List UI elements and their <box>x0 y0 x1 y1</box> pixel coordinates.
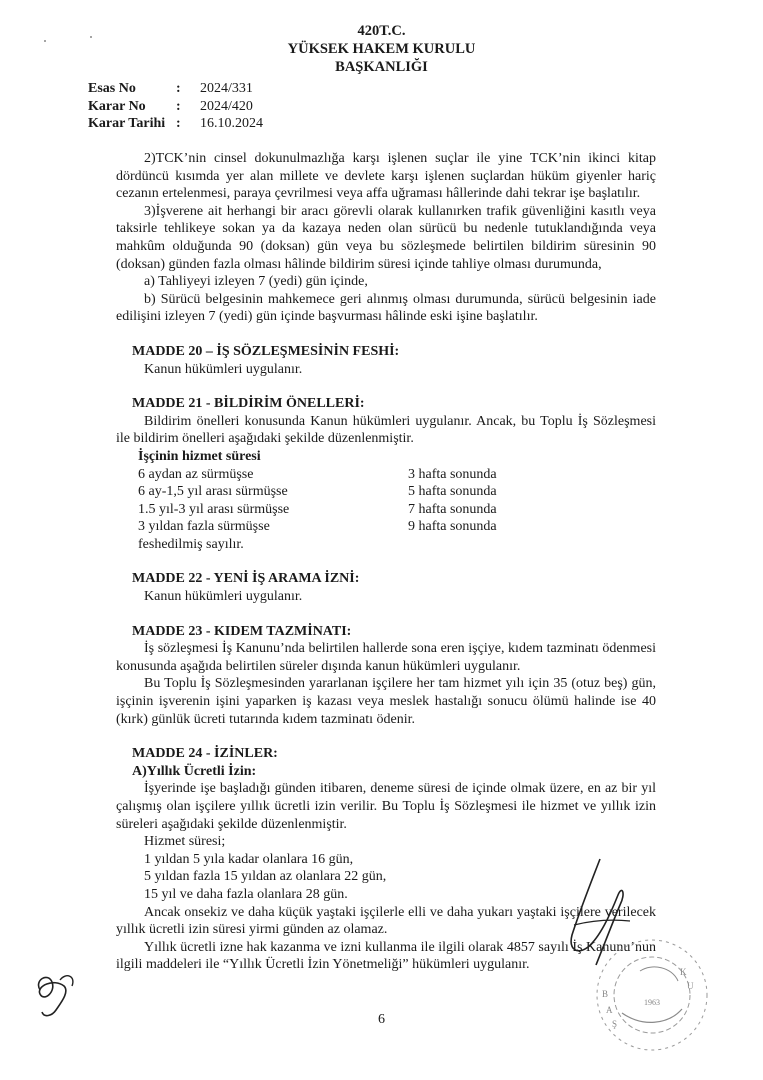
svg-text:Ş: Ş <box>612 1019 618 1029</box>
article-24-paragraph-2: Ancak onsekiz ve daha küçük yaştaki işçilerle elli ve daha yukarı yaştaki işçilere verilecek yıllık ücretli izin süresi yirmi günden az olamaz. <box>116 904 656 938</box>
table-title: İşçinin hizmet süresi <box>138 448 261 464</box>
table-cell-notice: 9 hafta sonunda <box>408 519 497 535</box>
meta-label: Karar Tarihi <box>88 116 166 131</box>
meta-value: 16.10.2024 <box>200 116 263 131</box>
article-23-paragraph-1: İş sözleşmesi İş Kanunu’nda belirtilen hallerde sona eren işçiye, kıdem tazminatı ödenmesi konusunda aşağıda belirtilen süreler dışında kanun hükümleri uygulanır. <box>116 641 656 674</box>
table-row <box>138 466 656 484</box>
table-cell-service: 6 ay-1,5 yıl arası sürmüşse <box>138 484 288 500</box>
article-22-text: Kanun hükümleri uygulanır. <box>144 589 303 605</box>
svg-text:U: U <box>687 981 694 991</box>
svg-text:K: K <box>680 967 687 977</box>
table-cell-notice: 3 hafta sonunda <box>408 466 497 482</box>
article-24-list-title: Hizmet süresi; <box>144 834 226 850</box>
meta-value: 2024/420 <box>200 98 253 114</box>
leave-list-item: 1 yıldan 5 yıla kadar olanlara 16 gün, <box>144 851 354 867</box>
meta-colon: : <box>176 116 181 131</box>
case-meta <box>88 80 263 133</box>
header-line-2: YÜKSEK HAKEM KURULU <box>287 41 476 57</box>
article-21-text: Bildirim önelleri konusunda Kanun hükümleri uygulanır. Ancak, bu Toplu İş Sözleşmesi ile bildirim önelleri aşağıdaki şekilde düzenlenmiştir. <box>116 413 656 447</box>
paragraph-item-b: b) Sürücü belgesinin mahkemece geri alınmış olması durumunda, sürücü belgesinin iade edilişini izleyen 7 (yedi) gün içinde başvurması hâlinde eski işine başlatılır. <box>116 291 656 325</box>
meta-label: Esas No <box>88 81 136 96</box>
paragraph-vehicle: 3)İşverene ait herhangi bir aracı görevli olarak kullanırken trafik güvenliğini kasıtlı veya taksirle tehlikeye sokan ya da kazaya neden olan sürücü bu nedenle tutuklandığında veya mahkûm olduğunda 90 (doksan) gün veya bu sözleşmede belirtilen bildirim süresinin 90 (doksan) günden fazla olması hâlinde bildirim süresi içinde tahliye olması durumunda, <box>116 203 656 272</box>
svg-text:1963: 1963 <box>644 998 660 1007</box>
paragraph-item-a: a) Tahliyeyi izleyen 7 (yedi) gün içinde, <box>144 274 368 290</box>
paragraph-tck: 2)TCK’nin cinsel dokunulmazlığa karşı işlenen suçlar ile yine TCK’nin ikinci kitap dördüncü kısımda yer alan millete ve devlete karşı işlenen suçlardan hüküm giyenler hariç cezanın ertelenmesi, paraya çevrilmesi veya affa uğraması hâllerinde dahi tekrar işe başlatılır. <box>116 151 656 202</box>
article-24-paragraph-1: İşyerinde işe başladığı günden itibaren, deneme süresi de içinde olmak üzere, en az bir yıl çalışmış olan işçilere yıllık ücretli izin verilir. Bu Toplu İş Sözleşmesi ile hizmet ve yıllık izin süreleri aşağıdaki şekilde düzenlenmiştir. <box>116 781 656 832</box>
leave-list-item: 15 yıl ve daha fazla olanlara 28 gün. <box>144 886 348 902</box>
table-cell-service: 6 aydan az sürmüşse <box>138 466 254 482</box>
meta-value: 2024/331 <box>200 81 253 96</box>
meta-row <box>88 80 263 98</box>
leave-list-item: 5 yıldan fazla 15 yıldan az olanlara 22 gün, <box>144 869 387 885</box>
page-number: 6 <box>378 1012 385 1027</box>
notice-period-table <box>116 448 656 554</box>
table-tail: feshedilmiş sayılır. <box>138 536 244 552</box>
meta-label: Karar No <box>88 98 146 114</box>
table-row <box>138 483 656 501</box>
table-cell-service: 1.5 yıl-3 yıl arası sürmüşse <box>138 501 290 517</box>
article-24-title: MADDE 24 - İZİNLER: <box>132 746 278 762</box>
meta-row <box>88 98 263 116</box>
article-22-title: MADDE 22 - YENİ İŞ ARAMA İZNİ: <box>132 571 360 587</box>
article-24-subtitle: A)Yıllık Ücretli İzin: <box>132 763 257 779</box>
svg-text:B: B <box>602 989 609 999</box>
article-24-paragraph-3: Yıllık ücretli izne hak kazanma ve izni kullanma ile ilgili olarak 4857 sayılı İş Kanunu’nun ilgili maddeleri ile “Yıllık Ücretli İzin Yönetmeliği” hükümleri uygulanır. <box>116 939 656 973</box>
article-23-title: MADDE 23 - KIDEM TAZMİNATI: <box>132 623 352 639</box>
table-cell-notice: 5 hafta sonunda <box>408 484 497 500</box>
table-row <box>138 501 656 519</box>
meta-row <box>88 115 263 133</box>
document-header <box>0 22 763 76</box>
table-row <box>138 518 656 536</box>
header-line-1: 420T.C. <box>357 23 406 39</box>
header-line-3: BAŞKANLIĞI <box>335 59 428 75</box>
meta-colon: : <box>176 81 181 96</box>
document-body <box>116 150 656 974</box>
table-cell-notice: 7 hafta sonunda <box>408 501 497 517</box>
svg-text:A: A <box>606 1005 613 1015</box>
meta-colon: : <box>176 98 181 114</box>
article-23-paragraph-2: Bu Toplu İş Sözleşmesinden yararlanan işçilere her tam hizmet yılı için 35 (otuz beş) gün, işçinin işverenin işini yaparken iş kazası veya meslek hastalığı sonucu ölümü halinde ise 40 (kırk) günlük ücreti tutarında kıdem tazminatı ödenir. <box>116 676 656 727</box>
article-20-text: Kanun hükümleri uygulanır. <box>144 361 303 377</box>
article-21-title: MADDE 21 - BİLDİRİM ÖNELLERİ: <box>132 396 365 412</box>
article-20-title: MADDE 20 – İŞ SÖZLEŞMESİNİN FESHİ: <box>132 343 400 359</box>
table-cell-service: 3 yıldan fazla sürmüşse <box>138 519 270 535</box>
